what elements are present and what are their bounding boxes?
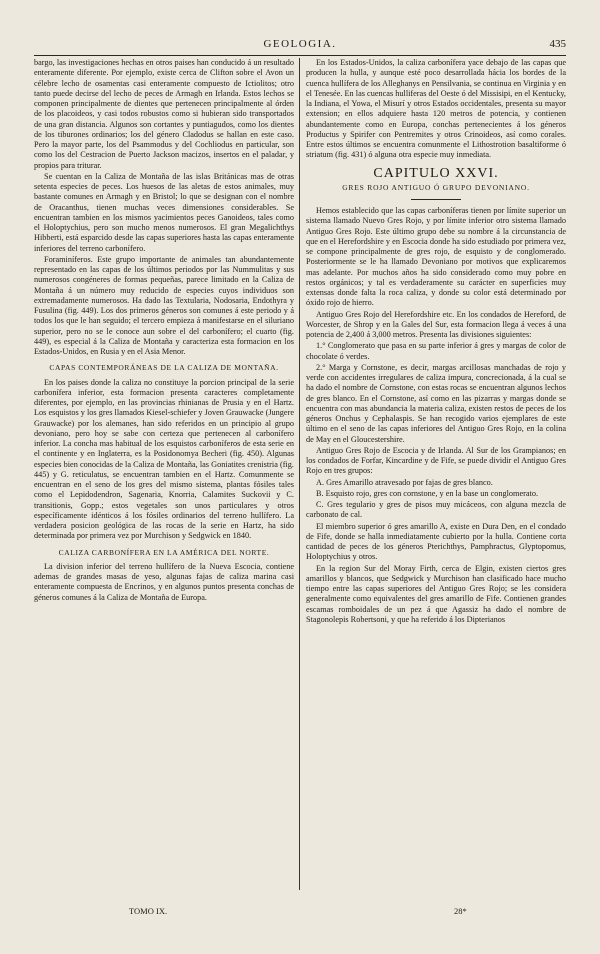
paragraph: A. Gres Amarillo atravesado por fajas de gres blanco.: [316, 477, 493, 487]
paragraph: Hemos establecido que las capas carboníferas tienen por límite superior un sistema llamado Nuevo Gres Rojo, y por límite inferior otro sistema llamado Antiguo Gres Rojo. Este último grupo debe su nombre á la circunstancia de que en el Herefordshire y en Escocia donde ha sido estudiado por primera vez, se compone principalmente de gres rojo, de esquisto y de conglomerado. Posteriormente se le ha llamado Devoniano por motivos que explicaremos mas adelante. Por muchos años ha sido considerado como muy pobre en restos orgánicos; y tal es verdaderamente su carácter en superficies muy extensas donde falta la roca caliza, y donde su color está determinado por óxido rojo de hierro.: [306, 206, 566, 308]
header-rule: [34, 55, 566, 56]
running-head: [34, 38, 566, 54]
chapter-title: CAPITULO XXVI.: [373, 165, 499, 181]
paragraph: B. Esquisto rojo, gres con cornstone, y en la base un conglomerato.: [316, 488, 539, 498]
chapter-subtitle: GRES ROJO ANTIGUO Ó GRUPO DEVONIANO.: [342, 182, 530, 192]
running-title: GEOLOGIA.: [263, 38, 337, 50]
paragraph: bargo, las investigaciones hechas en otros paises han conducido á un resultado enteramente diferente. Por ejemplo, existe cerca de Clifton sobre el Avon un célebre lecho de osamentas casi enteramente compuesto de Ictiolitos; otro tanto puede decirse del lecho de peces de Armagh en Irlanda. Estos lechos se componen principalmente de dientes que pertenecen principalmente al órden de los placoideos, y casi todos robustos como si hubieran sido transportados de una gran distancia. Algunos son cortantes y puntiagudos, como los dientes de los tiburones ordinarios; los del género Cladodus se hallan en este caso. Pero la mayor parte, los del Psammodus y del Cochliodus en particular, son como los del Cestracion de Puerto Jackson macizos, insertos en el paladar, y propios para triturar.: [34, 58, 294, 170]
paragraph: C. Gres tegulario y gres de pisos muy micáceos, con alguna mezcla de carbonato de cal.: [306, 500, 566, 520]
section-heading: CALIZA CARBONÍFERA EN LA AMÉRICA DEL NORTE.: [58, 547, 270, 557]
signature-mark: 28*: [454, 906, 467, 916]
paragraph: Antiguo Gres Rojo de Escocia y de Irlanda. Al Sur de los Grampianos; en los condados de Forfar, Kincardine y de Fife, se puede dividir el Antiguo Gres Rojo en tres grupos:: [306, 445, 566, 476]
section-heading: CAPAS CONTEMPORÁNEAS DE LA CALIZA DE MONTAÑA.: [49, 363, 279, 373]
paragraph: En la region Sur del Moray Firth, cerca de Elgin, existen ciertos gres amarillos y blancos, que Sedgwick y Murchison han clasificado hace mucho tiempo entre las capas superiores del Antiguo Gres Rojo; se les considera generalmente como equivalentes del gres amarillo de Fife. Contienen grandes escamas romboidales de un pez á que Agassiz ha dado el nombre de Stagonolepis Robertsoni, y que ha referido á los Dipterianos: [306, 563, 566, 624]
column-divider: [299, 58, 300, 890]
paragraph: El miembro superior ó gres amarillo A, existe en Dura Den, en el condado de Fife, donde se halla inmediatamente cubierto por la hulla. Contiene corta cantidad de peces de los géneros Pterichthys, Pamphractus, Glyptopomus, Holoptychius y otros.: [306, 521, 566, 562]
left-column: [34, 58, 294, 604]
paragraph: 2.° Marga y Cornstone, es decir, margas arcillosas manchadas de rojo y verde con accidentes irregulares de caliza impura, concrecionada, á la cual se ha dado el nombre de Cornstone, con estas rocas se encuentran algunos lechos de gres blanco. En el Cornstone, así como en las pizarras y margas donde se encuentra con mas abundancia la materia caliza, existen restos de peces de los géneros Onchus y Cephalaspis. Se han recogido varios ejemplares de este último en el seno de las capas inferiores del Antiguo Gres Rojo, en la colina de May en el Gloucestershire.: [306, 362, 566, 444]
page-number: 435: [549, 38, 566, 50]
short-rule: [411, 199, 461, 200]
volume-label: TOMO IX.: [129, 906, 168, 916]
paragraph: En los Estados-Unidos, la caliza carbonífera yace debajo de las capas que producen la hulla, y aunque esté poco desarrollada hácia los bordes de la cuenca hullífera de los Alleghanys en Pensilvania, se continua en Virginia y en el Tenesée. En las cuencas hulliferas del Oeste ó del Missisipi, en el Kentucky, la Indiana, el Yowa, el Misurí y otros Estados occidentales, presenta su mayor extension; en ellos adquiere hasta 120 metros de potencia, y contienen abundantemente como en Europa, conchas pertenecientes á los géneros Productus y Spirifer con Pentremites y otros Crinoideos, así como corales. Entre estos últimos se encuentra comunmente el Lithostrotion basaltiforme ó striatum (fig. 431) ó alguna otra especie muy inmediata.: [306, 58, 566, 160]
paragraph: En los paises donde la caliza no constituye la porcion principal de la serie carbonífera inferior, esta formacion presenta caracteres completamente diferentes, por ejemplo, en las provincias rhinianas de Prusia y en el Hartz. Los esquistos y los gres llamados Kiesel-schiefer y Joven Grauwacke (Jungere Grauwacke) por los alemanes, han sido referidos en un principio al grupo devoniano, pero hoy se sabe con certeza que pertenecen al carbonífero inferior. La concha mas habitual de los esquistos carboníferos de esta serie en el continente y en Inglaterra, es la Posidonomya Becheri (fig. 450). Algunas especies bien conocidas de la Caliza de Montaña, las Goniatites crenistria (fig. 445) y G. reticulatus, se encuentran tambien en el Hartz. Comunmente se encuentran en el seno de los gres del mismo sistema, plantas fósiles tales como el Lepidodendron, Sagenaria, Knorria, Calamites Suckovii y C. transitionis, Gopp.; estos vegetales son unos particulares y otros específicamente idénticos á los fósiles ordinarios del terreno hullífero. La verdadera posicion geológica de las rocas de la serie en Hartz, ha sido determinada por primera vez por Murchison y Sedgwick en 1840.: [34, 377, 294, 541]
paragraph: Foraminíferos. Este grupo importante de animales tan abundantemente representado en las capas de los últimos periodos por las Nummulitas y sus numerosos congéneres de formas pequeñas, parece limitado en la Caliza de Montaña á un número muy reducido de especies cuyos individuos son extremadamente numerosos. Ha dado las Textularia, Nodosaria, Endothyra y Fusulina (fig. 449). Los dos primeros géneros son comunes á este periodo y á todos los que le han seguido; el tercero empieza á manifestarse en el siluriano superior, pero no se le conoce aun sobre el del carbonífero; el cuarto (fig. 449), es especial á la Caliza de Montaña y caracteriza esta formacion en los Estados-Unidos, en Rusia y en el Asia Menor.: [34, 254, 294, 356]
paragraph: Se cuentan en la Caliza de Montaña de las islas Británicas mas de otras setenta especies de peces. Los huesos de las aletas de estos animales, muy bastante comunes en Armagh y en Bristol; lo que se designan con el nombre de Oracanthus, tienen muchas veces dimensiones considerables. Se encuentran tambien en los mismos yacimientos peces Ganoideos, tales como el Holoptychius, pero son mucho menos numerosos. El gran Megalichthys Hibberti, está esparcido desde las capas superiores hasta las capas enteramente inferiores del terreno carbonífero.: [34, 171, 294, 253]
right-column: [306, 58, 566, 626]
page-footer: [34, 906, 566, 918]
paragraph: 1.° Conglomerato que pasa en su parte inferior á gres y margas de color de chocolate ó verdes.: [306, 341, 566, 361]
paragraph: La division inferior del terreno hullífero de la Nueva Escocia, contiene ademas de grandes masas de yeso, algunas fajas de caliza marina casi enteramente compuesta de Encrinos, y en algunos puntos presenta conchas de géneros comunes á la Caliza de Montaña de Europa.: [34, 561, 294, 602]
paragraph: Antiguo Gres Rojo del Herefordshire etc. En los condados de Hereford, de Worcester, de Shrop y en la Gales del Sur, esta formacion llega á veces á una potencia de 2,400 á 3,000 metros. Presenta las divisiones siguientes:: [306, 309, 566, 339]
